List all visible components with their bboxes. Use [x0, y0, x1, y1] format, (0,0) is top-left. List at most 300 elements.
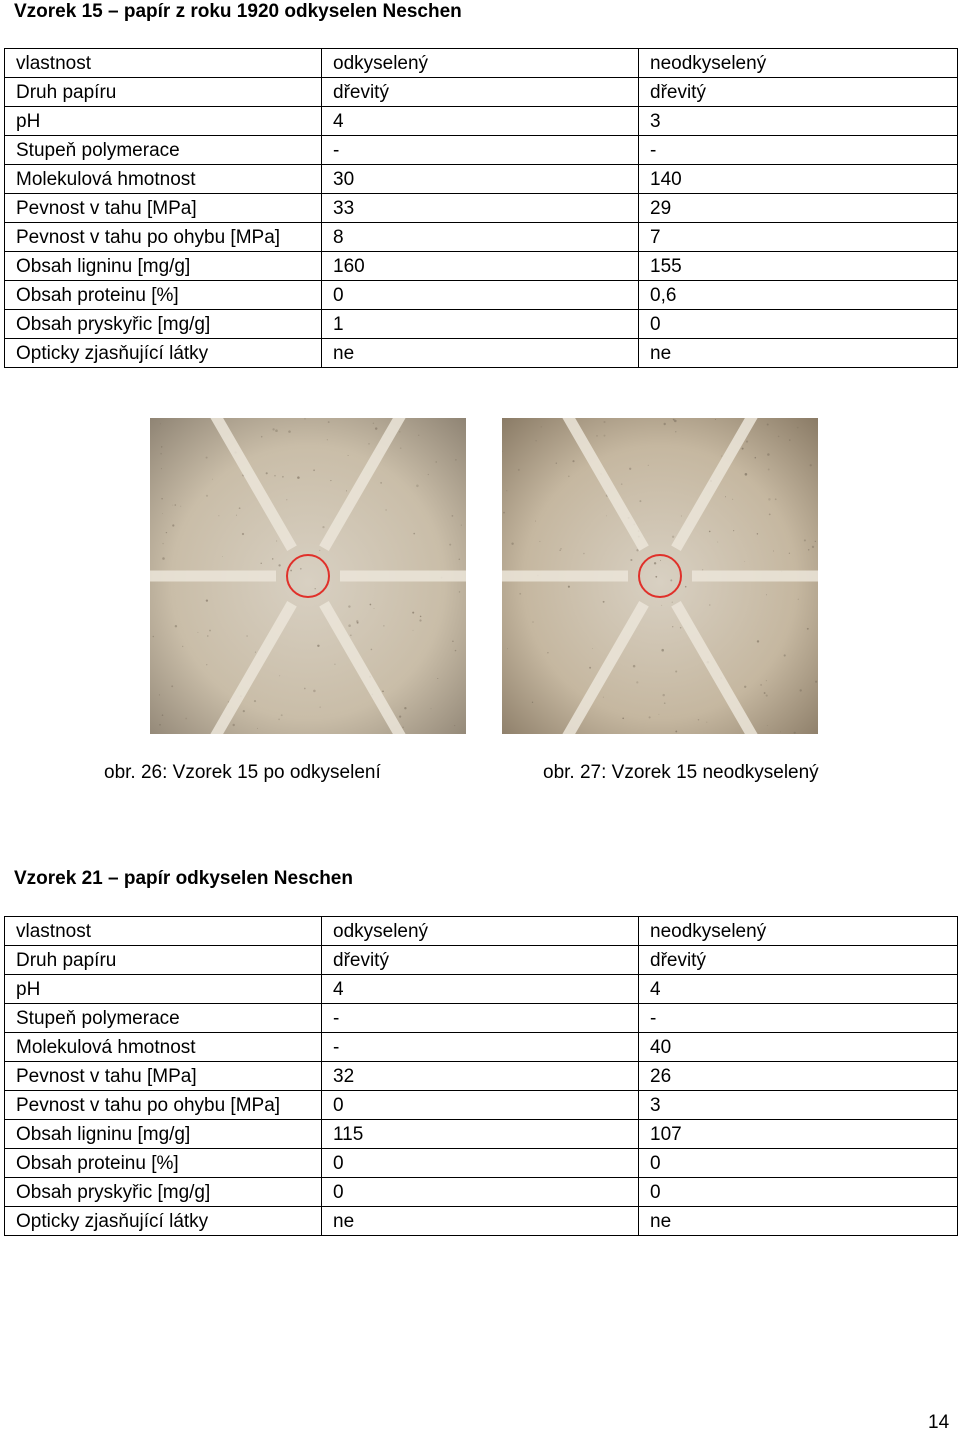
paper-speckle — [775, 498, 777, 500]
figure-caption: obr. 26: Vzorek 15 po odkyselení — [104, 762, 381, 783]
paper-speckle — [760, 684, 762, 686]
paper-speckle — [648, 465, 649, 466]
paper-speckle — [675, 670, 677, 672]
paper-speckle — [206, 664, 207, 665]
paper-speckle — [182, 646, 183, 647]
not-deacidified-value-cell: 4 — [639, 975, 958, 1004]
paper-speckle — [322, 526, 324, 528]
table-row — [5, 1149, 958, 1178]
paper-speckle — [419, 619, 421, 621]
paper-speckle — [815, 681, 817, 683]
paper-speckle — [373, 423, 374, 424]
paper-speckle — [162, 557, 165, 560]
paper-speckle — [416, 485, 419, 488]
paper-speckle — [784, 654, 786, 656]
paper-speckle — [319, 550, 320, 551]
paper-speckle — [556, 463, 557, 464]
deacidified-value-cell: - — [322, 136, 639, 165]
paper-speckle — [412, 612, 414, 614]
paper-speckle — [261, 563, 262, 564]
paper-speckle — [661, 605, 662, 606]
paper-speckle — [246, 635, 248, 637]
paper-speckle — [346, 490, 347, 491]
page-number: 14 — [928, 1412, 950, 1433]
sample-photo-not-deacidified — [502, 418, 818, 734]
table-row — [5, 975, 958, 1004]
paper-speckle — [768, 498, 770, 500]
paper-speckle — [745, 473, 748, 476]
deacidified-value-cell: 30 — [322, 165, 639, 194]
paper-speckle — [209, 630, 211, 632]
paper-speckle — [330, 480, 331, 481]
paper-speckle — [413, 630, 414, 631]
paper-speckle — [278, 564, 280, 566]
paper-speckle — [798, 599, 799, 600]
paper-speckle — [603, 601, 605, 603]
paper-speckle — [621, 483, 623, 485]
deacidified-value-cell: 0 — [322, 1091, 639, 1120]
paper-speckle — [185, 718, 187, 720]
paper-speckle — [742, 448, 744, 450]
not-deacidified-value-cell: 40 — [639, 1033, 958, 1062]
paper-speckle — [702, 569, 703, 570]
paper-speckle — [506, 490, 507, 491]
deacidified-value-cell: - — [322, 1033, 639, 1062]
paper-speckle — [808, 549, 810, 551]
paper-speckle — [254, 700, 256, 702]
paper-speckle — [348, 455, 349, 456]
property-name-cell: pH — [5, 107, 322, 136]
table-row — [5, 310, 958, 339]
photo-image — [502, 418, 818, 734]
paper-speckle — [804, 539, 806, 541]
deacidified-value-cell: dřevitý — [322, 946, 639, 975]
paper-speckle — [764, 692, 766, 694]
table-header-row — [5, 49, 958, 78]
paper-speckle — [675, 431, 676, 432]
paper-speckle — [661, 649, 664, 652]
paper-speckle — [685, 586, 687, 588]
not-deacidified-value-cell: 3 — [639, 107, 958, 136]
deacidified-value-cell: 0 — [322, 1149, 639, 1178]
table-row — [5, 1033, 958, 1062]
property-name-cell: Pevnost v tahu [MPa] — [5, 1062, 322, 1091]
paper-speckle — [672, 536, 674, 538]
not-deacidified-value-cell: 140 — [639, 165, 958, 194]
paper-speckle — [560, 548, 561, 549]
paper-speckle — [313, 469, 315, 471]
paper-speckle — [733, 530, 734, 531]
paper-speckle — [812, 546, 814, 548]
property-name-cell: Obsah proteinu [%] — [5, 1149, 322, 1178]
properties-table-sample-21 — [4, 916, 958, 1236]
paper-speckle — [313, 690, 316, 693]
paper-speckle — [327, 439, 328, 440]
paper-speckle — [174, 504, 176, 506]
paper-speckle — [320, 707, 321, 708]
paper-speckle — [413, 533, 415, 535]
not-deacidified-value-cell: 3 — [639, 1091, 958, 1120]
table-row — [5, 1091, 958, 1120]
paper-speckle — [153, 636, 155, 638]
paper-speckle — [800, 689, 802, 691]
table-row — [5, 252, 958, 281]
paper-speckle — [539, 541, 540, 542]
paper-speckle — [218, 515, 219, 516]
paper-speckle — [706, 722, 707, 723]
paper-speckle — [160, 453, 162, 455]
table-row — [5, 165, 958, 194]
paper-speckle — [810, 464, 812, 466]
deacidified-value-cell: 0 — [322, 281, 639, 310]
paper-speckle — [449, 544, 451, 546]
paper-speckle — [622, 717, 624, 719]
paper-speckle — [172, 524, 174, 526]
deacidified-value-cell: 160 — [322, 252, 639, 281]
paper-speckle — [159, 694, 160, 695]
deacidified-value-cell: 0 — [322, 1178, 639, 1207]
paper-speckle — [236, 515, 237, 516]
not-deacidified-value-cell: 107 — [639, 1120, 958, 1149]
paper-speckle — [455, 459, 456, 460]
paper-speckle — [662, 694, 664, 696]
deacidified-value-cell: ne — [322, 1207, 639, 1236]
paper-speckle — [789, 553, 790, 554]
paper-speckle — [206, 599, 208, 601]
paper-speckle — [206, 457, 208, 459]
property-name-cell: Opticky zjasňující látky — [5, 1207, 322, 1236]
paper-speckle — [315, 588, 316, 589]
deacidified-value-cell: odkyselený — [322, 49, 639, 78]
photo-image — [150, 418, 466, 734]
paper-speckle — [629, 468, 631, 470]
paper-speckle — [374, 608, 375, 609]
table-header-row — [5, 917, 958, 946]
paper-speckle — [532, 621, 534, 623]
paper-speckle — [603, 697, 604, 698]
paper-speckle — [420, 616, 422, 618]
paper-speckle — [257, 728, 258, 729]
paper-speckle — [375, 427, 377, 429]
deacidified-value-cell: 4 — [322, 107, 639, 136]
paper-speckle — [206, 495, 208, 497]
not-deacidified-value-cell: 0 — [639, 1149, 958, 1178]
paper-speckle — [766, 680, 767, 681]
paper-speckle — [715, 419, 716, 420]
paper-speckle — [348, 605, 350, 607]
paper-speckle — [380, 482, 382, 484]
paper-speckle — [166, 532, 167, 533]
paper-speckle — [328, 421, 330, 423]
paper-speckle — [698, 719, 699, 720]
paper-speckle — [767, 725, 768, 726]
table-row — [5, 1178, 958, 1207]
paper-speckle — [709, 604, 710, 605]
table-row — [5, 1120, 958, 1149]
table-row — [5, 1004, 958, 1033]
paper-speckle — [161, 446, 162, 447]
not-deacidified-value-cell: 0 — [639, 1178, 958, 1207]
not-deacidified-value-cell: dřevitý — [639, 946, 958, 975]
properties-table-sample-15 — [4, 48, 958, 368]
paper-speckle — [658, 714, 659, 715]
paper-speckle — [757, 533, 758, 534]
paper-speckle — [583, 553, 585, 555]
paper-speckle — [604, 435, 606, 437]
paper-speckle — [261, 436, 263, 438]
table-row — [5, 1062, 958, 1091]
paper-speckle — [532, 702, 533, 703]
deacidified-value-cell: - — [322, 1004, 639, 1033]
not-deacidified-value-cell: 0,6 — [639, 281, 958, 310]
paper-speckle — [162, 513, 163, 514]
section-2-heading: Vzorek 21 – papír odkyselen Neschen — [14, 868, 353, 889]
paper-speckle — [159, 724, 161, 726]
paper-speckle — [797, 427, 799, 429]
paper-speckle — [725, 496, 726, 497]
property-name-cell: vlastnost — [5, 917, 322, 946]
paper-speckle — [207, 635, 208, 636]
paper-speckle — [535, 521, 536, 522]
table-row — [5, 1207, 958, 1236]
not-deacidified-value-cell: 155 — [639, 252, 958, 281]
paper-speckle — [162, 714, 164, 716]
paper-speckle — [418, 435, 419, 436]
paper-speckle — [655, 576, 657, 578]
property-name-cell: Obsah ligninu [mg/g] — [5, 252, 322, 281]
paper-speckle — [744, 561, 745, 562]
paper-speckle — [769, 513, 771, 515]
paper-speckle — [385, 509, 386, 510]
paper-speckle — [732, 499, 733, 500]
paper-speckle — [281, 714, 283, 716]
paper-speckle — [815, 541, 816, 542]
property-name-cell: Druh papíru — [5, 946, 322, 975]
paper-speckle — [794, 732, 796, 734]
paper-speckle — [649, 716, 651, 718]
paper-speckle — [172, 505, 173, 506]
paper-speckle — [592, 648, 593, 649]
property-name-cell: Molekulová hmotnost — [5, 165, 322, 194]
not-deacidified-value-cell: neodkyselený — [639, 49, 958, 78]
paper-speckle — [266, 472, 268, 474]
property-name-cell: Pevnost v tahu po ohybu [MPa] — [5, 223, 322, 252]
paper-speckle — [681, 515, 682, 516]
paper-speckle — [633, 665, 636, 668]
paper-speckle — [541, 426, 542, 427]
paper-speckle — [300, 568, 302, 570]
property-name-cell: Obsah proteinu [%] — [5, 281, 322, 310]
paper-speckle — [370, 604, 372, 606]
paper-speckle — [660, 560, 661, 561]
paper-speckle — [317, 645, 319, 647]
not-deacidified-value-cell: 0 — [639, 310, 958, 339]
paper-speckle — [503, 512, 505, 514]
not-deacidified-value-cell: - — [639, 1004, 958, 1033]
paper-speckle — [404, 707, 406, 709]
paper-speckle — [272, 558, 274, 560]
not-deacidified-value-cell: ne — [639, 1207, 958, 1236]
paper-speckle — [400, 447, 402, 449]
property-name-cell: pH — [5, 975, 322, 1004]
paper-speckle — [807, 628, 809, 630]
table-body — [5, 49, 958, 368]
paper-speckle — [282, 476, 284, 478]
sample-photo-deacidified — [150, 418, 466, 734]
paper-speckle — [674, 420, 677, 423]
paper-speckle — [773, 550, 774, 551]
paper-speckle — [274, 475, 276, 477]
paper-speckle — [507, 648, 508, 649]
paper-speckle — [272, 428, 274, 430]
deacidified-value-cell: 8 — [322, 223, 639, 252]
paper-speckle — [431, 708, 432, 709]
paper-speckle — [242, 533, 244, 535]
paper-speckle — [670, 579, 672, 581]
paper-speckle — [243, 710, 245, 712]
paper-speckle — [767, 424, 769, 426]
paper-speckle — [276, 540, 277, 541]
not-deacidified-value-cell: 26 — [639, 1062, 958, 1091]
deacidified-value-cell: 1 — [322, 310, 639, 339]
paper-speckle — [780, 731, 781, 732]
property-name-cell: Molekulová hmotnost — [5, 1033, 322, 1062]
paper-speckle — [755, 457, 757, 459]
paper-speckle — [721, 456, 722, 457]
figure-caption: obr. 27: Vzorek 15 neodkyselený — [543, 762, 819, 783]
deacidified-value-cell: 32 — [322, 1062, 639, 1091]
paper-speckle — [452, 515, 454, 517]
paper-speckle — [535, 440, 536, 441]
paper-speckle — [304, 688, 306, 690]
paper-speckle — [232, 724, 234, 726]
paper-speckle — [589, 667, 591, 669]
paper-speckle — [175, 625, 177, 627]
deacidified-value-cell: 115 — [322, 1120, 639, 1149]
paper-speckle — [348, 624, 351, 627]
property-name-cell: Stupeň polymerace — [5, 1004, 322, 1033]
paper-speckle — [239, 507, 241, 509]
property-name-cell: Obsah pryskyřic [mg/g] — [5, 310, 322, 339]
table-row — [5, 78, 958, 107]
paper-speckle — [278, 718, 280, 720]
property-name-cell: Pevnost v tahu [MPa] — [5, 194, 322, 223]
paper-speckle — [399, 715, 401, 717]
paper-speckle — [709, 531, 711, 533]
paper-speckle — [402, 727, 404, 729]
paper-speckle — [672, 626, 673, 627]
paper-speckle — [672, 602, 673, 603]
paper-speckle — [383, 625, 384, 626]
paper-speckle — [572, 460, 574, 462]
table-row — [5, 136, 958, 165]
property-name-cell: vlastnost — [5, 49, 322, 78]
paper-speckle — [568, 586, 570, 588]
paper-speckle — [428, 474, 429, 475]
paper-speckle — [459, 558, 461, 560]
paper-speckle — [680, 627, 681, 628]
paper-speckle — [767, 453, 770, 456]
section-1-heading: Vzorek 15 – papír z roku 1920 odkyselen Neschen — [14, 1, 462, 22]
paper-speckle — [304, 418, 306, 420]
paper-speckle — [161, 498, 162, 499]
paper-speckle — [288, 430, 291, 433]
paper-speckle — [639, 500, 641, 502]
paper-speckle — [290, 570, 292, 572]
paper-speckle — [766, 695, 768, 697]
paper-speckle — [222, 556, 223, 557]
paper-speckle — [717, 542, 718, 543]
paper-speckle — [511, 543, 513, 545]
deacidified-value-cell: ne — [322, 339, 639, 368]
paper-speckle — [630, 559, 632, 561]
paper-speckle — [455, 650, 456, 651]
paper-speckle — [334, 664, 336, 666]
paper-speckle — [452, 640, 454, 642]
paper-speckle — [279, 675, 280, 676]
deacidified-value-cell: 4 — [322, 975, 639, 1004]
table-body — [5, 917, 958, 1236]
paper-speckle — [368, 443, 369, 444]
paper-speckle — [789, 439, 790, 440]
paper-speckle — [459, 591, 461, 593]
table-row — [5, 946, 958, 975]
paper-speckle — [766, 594, 767, 595]
paper-speckle — [255, 652, 256, 653]
deacidified-value-cell: odkyselený — [322, 917, 639, 946]
paper-speckle — [297, 476, 300, 479]
paper-speckle — [603, 421, 605, 423]
paper-speckle — [162, 543, 163, 544]
paper-speckle — [675, 730, 677, 732]
not-deacidified-value-cell: - — [639, 136, 958, 165]
paper-speckle — [435, 461, 436, 462]
not-deacidified-value-cell: 29 — [639, 194, 958, 223]
paper-speckle — [454, 725, 455, 726]
paper-speckle — [519, 593, 521, 595]
property-name-cell: Obsah pryskyřic [mg/g] — [5, 1178, 322, 1207]
paper-speckle — [560, 550, 561, 551]
paper-speckle — [744, 686, 746, 688]
paper-speckle — [382, 690, 384, 692]
table-row — [5, 107, 958, 136]
table-row — [5, 194, 958, 223]
paper-speckle — [161, 468, 162, 469]
paper-speckle — [636, 681, 638, 683]
table-row — [5, 339, 958, 368]
paper-speckle — [461, 525, 462, 526]
paper-speckle — [596, 435, 597, 436]
deacidified-value-cell: dřevitý — [322, 78, 639, 107]
paper-speckle — [606, 515, 607, 516]
paper-speckle — [664, 423, 666, 425]
paper-speckle — [768, 469, 770, 471]
paper-speckle — [350, 635, 351, 636]
paper-speckle — [399, 431, 400, 432]
paper-speckle — [171, 685, 173, 687]
paper-speckle — [286, 499, 287, 500]
property-name-cell: Opticky zjasňující látky — [5, 339, 322, 368]
paper-speckle — [275, 429, 278, 432]
paper-speckle — [180, 506, 181, 507]
not-deacidified-value-cell: neodkyselený — [639, 917, 958, 946]
paper-speckle — [518, 469, 520, 471]
paper-speckle — [664, 702, 666, 704]
paper-speckle — [356, 620, 358, 622]
table-row — [5, 223, 958, 252]
not-deacidified-value-cell: 7 — [639, 223, 958, 252]
paper-speckle — [371, 649, 373, 651]
